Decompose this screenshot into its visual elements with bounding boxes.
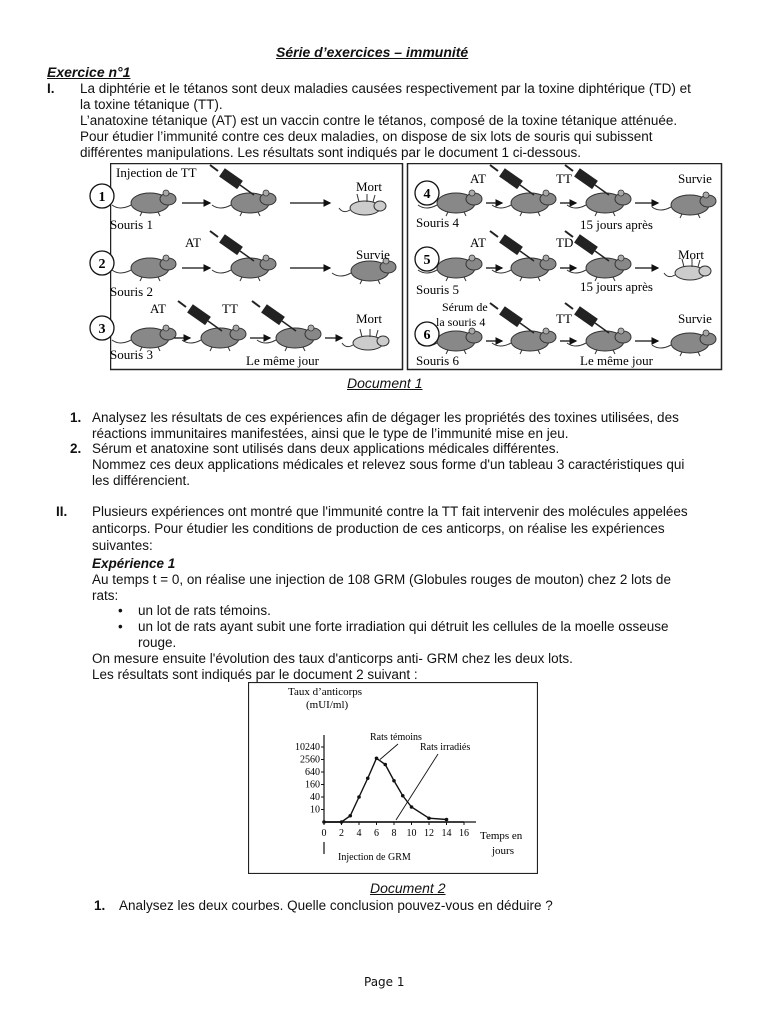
inj2-5: TD [556,235,574,250]
q2-num: 2. [70,441,82,456]
data-point-temoins [375,756,379,760]
exp-line: Au temps t = 0, on réalise une injection de 108 GRM (Globules rouges de mouton) chez 2 lots de [92,572,671,587]
outcome-6: Survie [678,311,712,326]
y-tick-label: 40 [310,792,320,803]
q2-line: Nommez ces deux applications médicales et relevez sous forme d'un tableau 3 caractéristiques qui [92,457,685,472]
page-title: Série d’exercices – immunité [276,44,469,60]
chart-xlabel-2: jours [492,845,514,857]
y-tick-label: 10 [310,804,320,816]
inj-2: AT [185,235,201,250]
souris-4: Souris 4 [416,215,459,230]
left-number-badges [85,176,125,356]
exp-line: rats: [92,588,119,603]
chart-ylabel-1: Taux d’anticorps [288,686,363,698]
series-line-temoins [324,758,447,822]
chart-injection-label: Injection de GRM [338,852,411,863]
souris-3: Souris 3 [110,347,153,362]
annotation-irradies: Rats irradiés [420,742,471,753]
inj1-3: AT [150,301,166,316]
inj2-4: TT [556,171,572,186]
outcome-3: Mort [356,311,382,326]
inj2-3: TT [222,301,238,316]
annotation-pointer-temoins [380,744,398,760]
data-point-temoins [410,805,414,809]
x-tick-label: 8 [391,828,397,839]
part2-line: anticorps. Pour étudier les conditions de production de ces anticorps, on réalise les expériences [92,521,665,536]
experience1-title: Expérience 1 [92,556,176,571]
q2-line: les différencient. [92,473,191,488]
data-point-temoins [348,814,352,818]
y-tick-label: 2560 [300,754,320,766]
q1-num: 1. [70,410,82,425]
y-tick-label: 640 [305,767,320,778]
part1-line: Pour étudier l’immunité contre ces deux maladies, on dispose de six lots de souris qui subissent [80,129,653,144]
x-tick-label: 12 [424,828,434,839]
chart-ylabel-2: (mUI/ml) [306,699,349,711]
bullet-dot: • [118,619,123,634]
inj2-6: TT [556,311,572,326]
note-6: Le même jour [580,353,653,368]
outcome-4: Survie [678,171,712,186]
x-tick-label: 0 [321,828,327,839]
data-point-temoins [383,763,387,767]
document2-chart [248,682,538,874]
bullet-item: un lot de rats témoins. [138,603,271,618]
x-tick-label: 6 [374,828,379,839]
souris-2: Souris 2 [110,284,153,299]
bullet-item-cont: rouge. [138,635,177,650]
document1-caption: Document 1 [347,375,423,391]
num-1: 1 [98,190,106,205]
num-5: 5 [423,253,431,268]
souris-6: Souris 6 [416,353,459,368]
inj1a-6: Sérum de [442,300,488,314]
y-tick-label: 10240 [295,742,320,753]
data-point-temoins [392,779,396,783]
num-3: 3 [98,322,106,337]
x-tick-label: 10 [406,828,417,839]
q-final-num: 1. [94,898,106,913]
annotation-temoins: Rats témoins [370,732,422,743]
souris-5: Souris 5 [416,282,459,297]
part2-line: Plusieurs expériences ont montré que l'immunité contre la TT fait intervenir des molécules appelées [92,504,688,519]
page-number: Page 1 [364,975,405,989]
note-3: Le même jour [246,353,319,368]
data-point-temoins [366,776,370,780]
part1-line: La diphtérie et le tétanos sont deux maladies causées respectivement par la toxine diphtérique (TD) et [80,81,691,96]
part2-line: suivantes: [92,538,153,553]
x-tick-label: 16 [459,828,469,839]
part1-line: L’anatoxine tétanique (AT) est un vaccin contre le tétanos, composé de la toxine tétanique atténuée. [80,113,678,128]
part1-roman: I. [47,81,55,96]
exercise-label: Exercice n°1 [47,64,131,80]
outcome-2: Survie [356,247,390,262]
inj1-4: AT [470,171,486,186]
inj1-5: AT [470,235,486,250]
document2-caption: Document 2 [370,880,446,896]
after-line: On mesure ensuite l'évolution des taux d'anticorps anti- GRM chez les deux lots. [92,651,573,666]
data-point-temoins [401,794,405,798]
inj1b-6: la souris 4 [436,315,486,329]
num-4: 4 [423,187,431,202]
q1-line: Analysez les résultats de ces expériences afin de dégager les propriétés des toxines utilisées, des [92,410,679,425]
data-point-temoins [357,795,361,799]
num-2: 2 [98,257,106,272]
data-point-temoins [445,818,449,822]
x-tick-label: 2 [339,828,344,839]
bullet-item: un lot de rats ayant subit une forte irradiation qui détruit les cellules de la moelle osseuse [138,619,669,634]
part2-roman: II. [56,504,68,519]
souris-1: Souris 1 [110,217,153,232]
q2-line: Sérum et anatoxine sont utilisés dans deux applications médicales différentes. [92,441,560,456]
x-tick-label: 14 [441,828,452,839]
x-tick-label: 4 [356,828,362,839]
outcome-5: Mort [678,247,704,262]
q-final-text: Analysez les deux courbes. Quelle conclusion pouvez-vous en déduire ? [119,898,553,913]
y-tick-label: 160 [305,779,320,791]
note-5: 15 jours après [580,279,653,294]
data-point-temoins [427,816,431,820]
part1-line: la toxine tétanique (TT). [80,97,223,112]
num-6: 6 [423,328,431,343]
right-number-badges [410,176,450,356]
bullet-dot: • [118,603,123,618]
note-4: 15 jours après [580,217,653,232]
injection-tt-label: Injection de TT [116,165,197,180]
chart-xlabel-1: Temps en [480,830,523,842]
part1-line: différentes manipulations. Les résultats sont indiqués par le document 1 ci-dessous. [80,145,582,160]
after-line: Les résultats sont indiqués par le document 2 suivant : [92,667,418,682]
q1-line: réactions immunitaires manifestées, ainsi que le type de l’immunité mise en jeu. [92,426,569,441]
outcome-1: Mort [356,179,382,194]
